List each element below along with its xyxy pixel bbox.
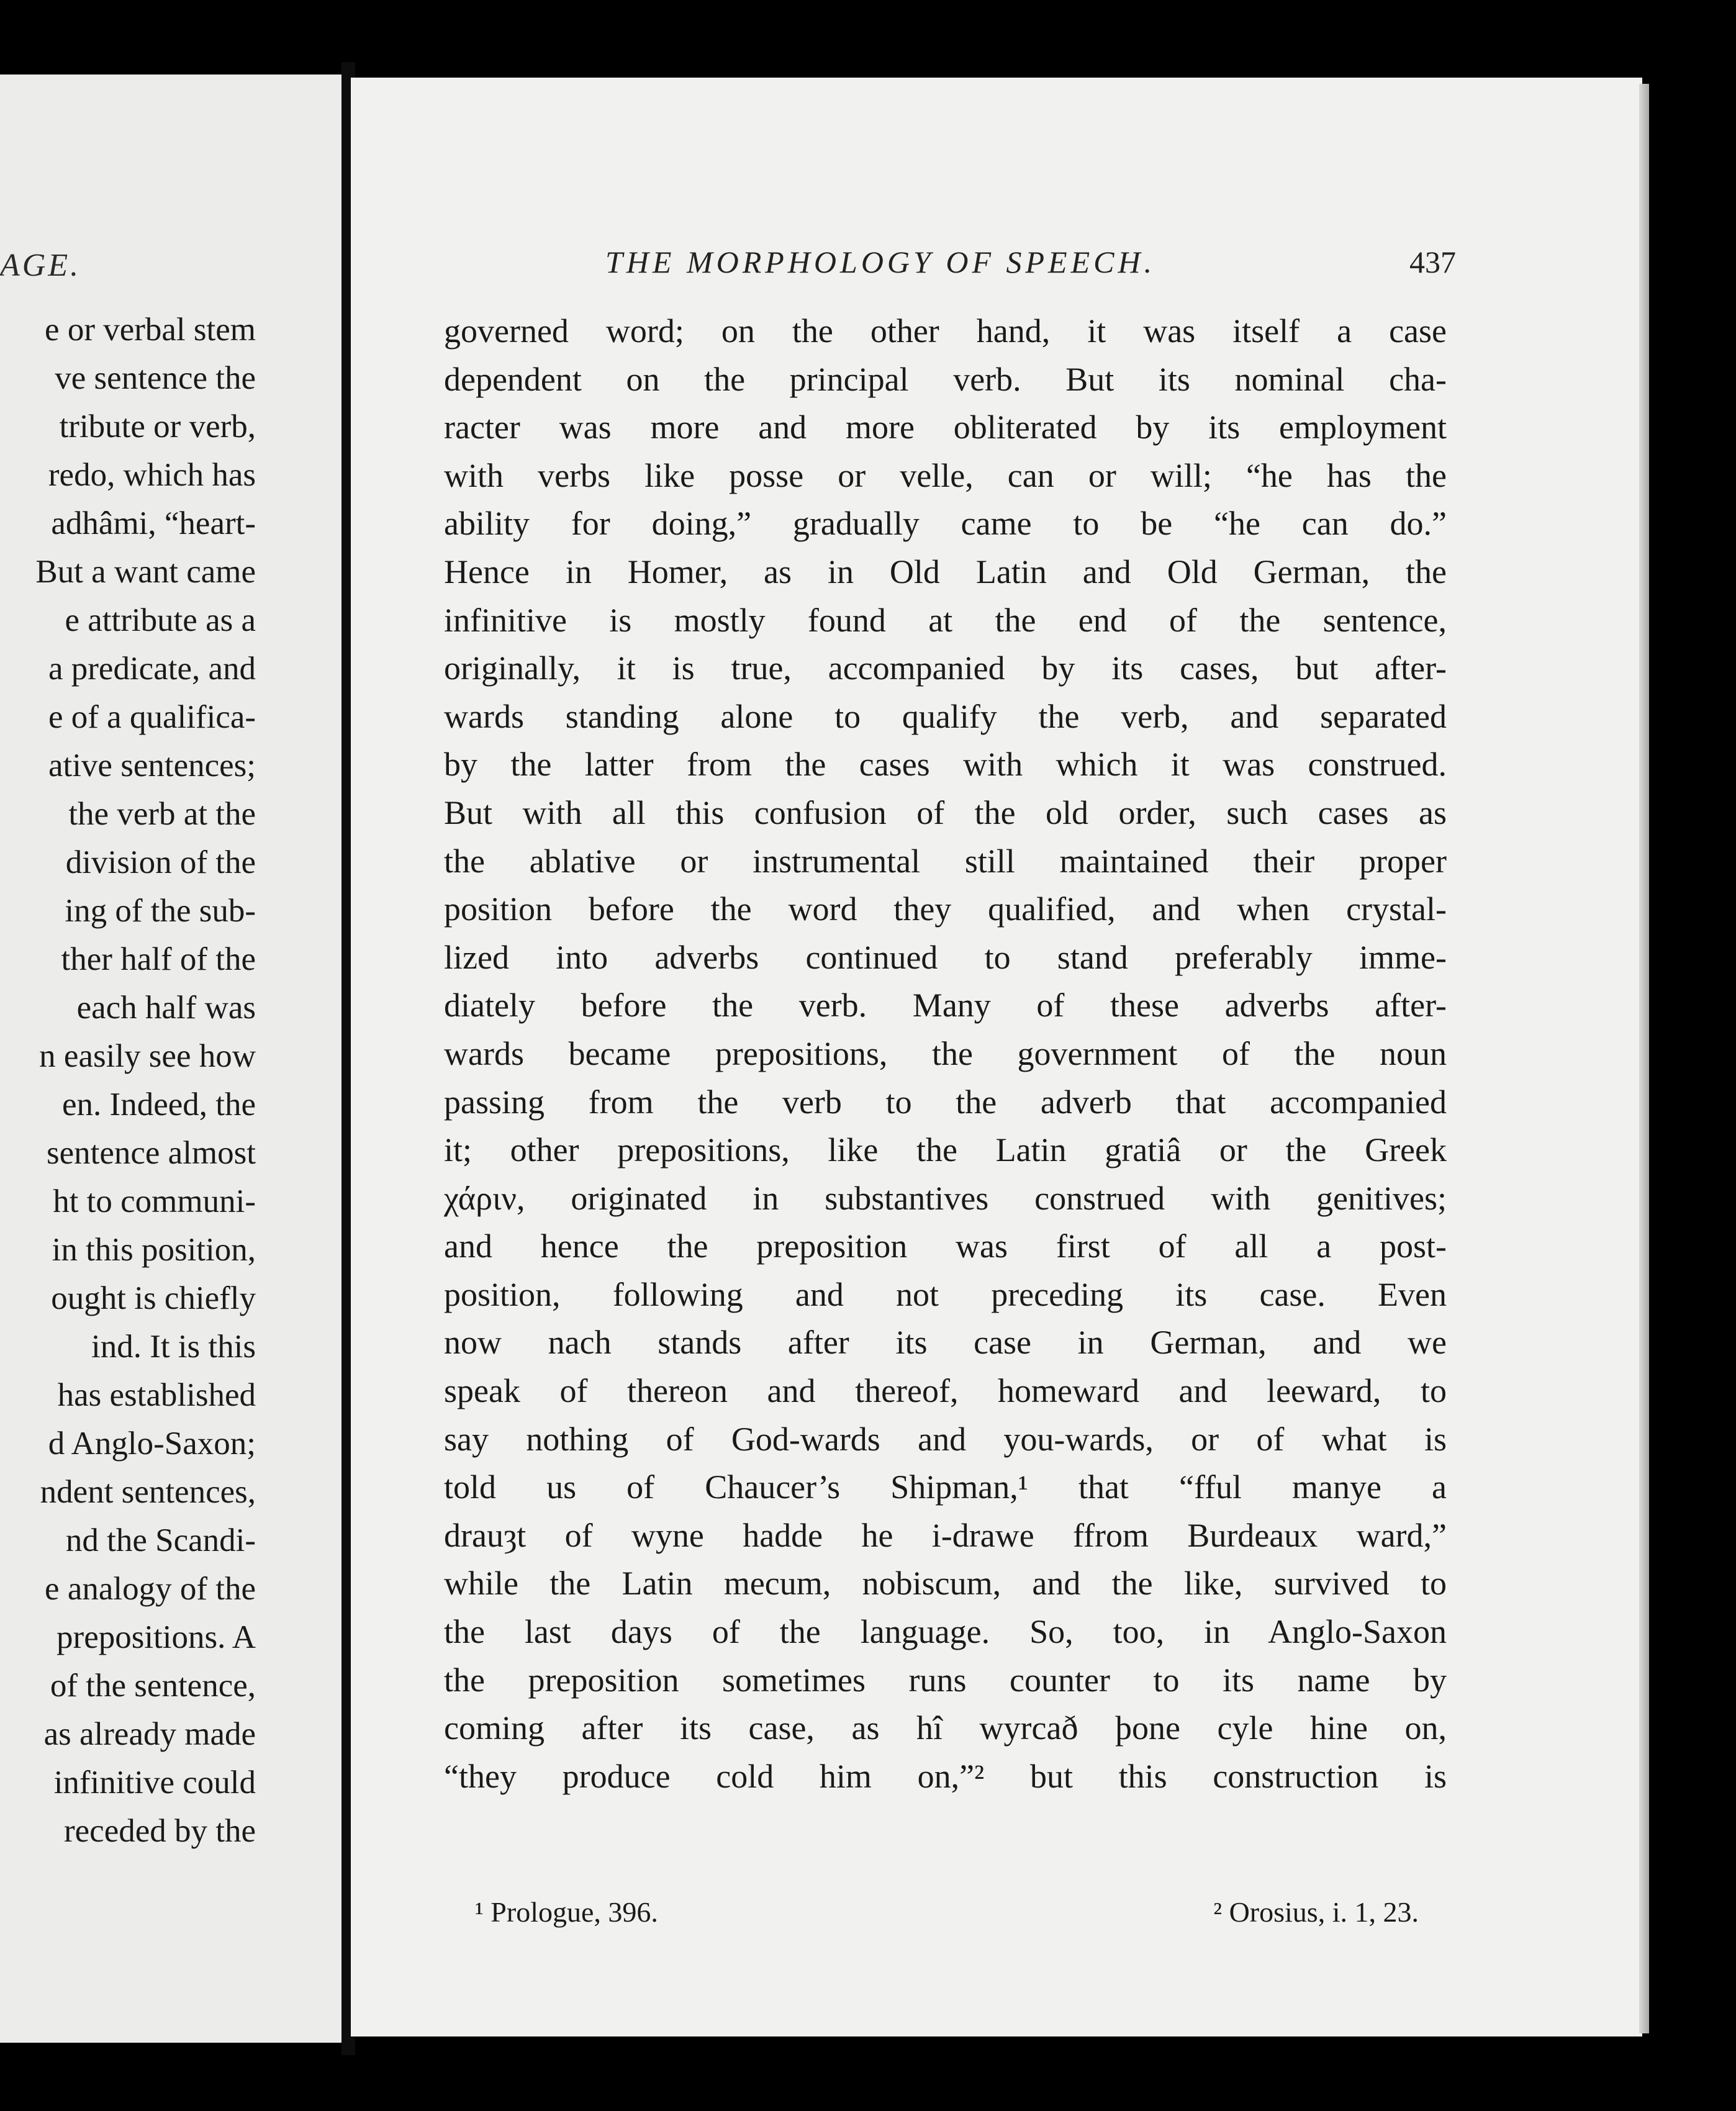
left-text-line: ndent sentences, [40,1474,256,1510]
body-text-line: position before the word they qualified, and when crystal- [444,890,1447,928]
body-text-line: now nach stands after its case in German, and we [444,1324,1447,1362]
body-text [444,307,1447,1801]
footnote-2: ² Orosius, i. 1, 23. [1213,1896,1419,1928]
left-text-line: d Anglo-Saxon; [48,1426,256,1462]
left-text-line: en. Indeed, the [62,1087,256,1123]
body-text-line: drauȝt of wyne hadde he i-drawe ffrom Burdeaux ward,” [444,1516,1447,1554]
body-text-line: infinitive is mostly found at the end of the sentence, [444,601,1447,639]
body-text-line: wards standing alone to qualify the verb, and separated [444,697,1447,735]
left-text-line: e of a qualifica- [48,699,256,735]
right-page [351,78,1642,2036]
body-text-line: while the Latin mecum, nobiscum, and the like, survived to [444,1565,1447,1602]
body-text-line: lized into adverbs continued to stand preferably imme- [444,938,1447,976]
left-page-text [0,305,256,1855]
left-text-line: e analogy of the [45,1571,256,1607]
body-text-line: χάριν, originated in substantives construed with genitives; [444,1179,1447,1217]
body-text-line: position, following and not preceding its case. Even [444,1275,1447,1313]
left-text-line: n easily see how [39,1038,256,1074]
body-text-line: it; other prepositions, like the Latin gratiâ or the Greek [444,1131,1447,1169]
body-text-line: diately before the verb. Many of these adverbs after- [444,987,1447,1024]
body-text-line: the ablative or instrumental still maintained their proper [444,842,1447,880]
body-text-line: dependent on the principal verb. But its nominal cha- [444,360,1447,398]
left-text-line: e attribute as a [65,602,256,638]
left-text-line: ht to communi- [53,1183,256,1219]
body-text-line: Hence in Homer, as in Old Latin and Old German, the [444,553,1447,590]
left-text-line: tribute or verb, [59,409,256,445]
body-text-line: the preposition sometimes runs counter to its name by [444,1661,1447,1699]
left-text-line: But a want came [35,554,256,590]
left-text-line: infinitive could [53,1765,256,1801]
left-text-line: ative sentences; [48,748,256,784]
left-running-head: AGE. [0,248,81,283]
footnotes [475,1896,1419,1928]
body-text-line: speak of thereon and thereof, homeward and leeward, to [444,1372,1447,1410]
left-text-line: ve sentence the [55,360,256,396]
left-text-line: e or verbal stem [45,312,256,348]
left-text-line: each half was [76,990,256,1026]
left-text-line: division of the [65,844,256,880]
left-text-line: sentence almost [46,1135,256,1171]
page-number: 437 [1409,245,1456,279]
left-text-line: ing of the sub- [65,893,256,929]
left-text-line: has established [57,1377,256,1413]
body-text-line: told us of Chaucer’s Shipman,¹ that “fful manye a [444,1468,1447,1506]
body-text-line: governed word; on the other hand, it was itself a case [444,312,1447,350]
body-text-line: racter was more and more obliterated by its employment [444,409,1447,446]
body-text-line: ability for doing,” gradually came to be “he can do.” [444,505,1447,543]
left-text-line: ought is chiefly [51,1280,256,1316]
left-text-line: redo, which has [48,457,256,493]
left-text-line: of the sentence, [50,1668,256,1704]
running-title: THE MORPHOLOGY OF SPEECH. [605,245,1156,279]
left-text-line: adhâmi, “heart- [51,505,256,541]
body-text-line: say nothing of God-wards and you-wards, or of what is [444,1420,1447,1458]
body-text-line: But with all this confusion of the old order, such cases as [444,793,1447,831]
body-text-line: “they produce cold him on,”² but this construction is [444,1757,1447,1795]
left-text-line: ind. It is this [91,1329,256,1365]
body-text-line: with verbs like posse or velle, can or will; “he has the [444,456,1447,494]
left-text-line: as already made [43,1716,256,1752]
footnote-1: ¹ Prologue, 396. [475,1896,658,1928]
left-text-line: the verb at the [68,796,256,832]
body-text-line: originally, it is true, accompanied by its cases, but after- [444,649,1447,687]
left-text-line: ther half of the [61,941,256,977]
body-text-line: passing from the verb to the adverb that accompanied [444,1083,1447,1121]
running-head [605,244,1456,280]
body-text-line: by the latter from the cases with which it was construed. [444,746,1447,784]
page-edge [1639,84,1649,2033]
left-page [0,75,341,2043]
left-text-line: in this position, [52,1232,256,1268]
body-text-line: coming after its case, as hî wyrcað þone cyle hine on, [444,1709,1447,1747]
body-text-line: the last days of the language. So, too, in Anglo-Saxon [444,1613,1447,1651]
left-text-line: prepositions. A [57,1619,256,1655]
body-text-line: wards became prepositions, the government of the noun [444,1034,1447,1072]
left-text-line: receded by the [64,1813,256,1849]
body-text-line: and hence the preposition was first of all a post- [444,1227,1447,1265]
left-text-line: nd the Scandi- [65,1522,256,1558]
left-text-line: a predicate, and [48,651,256,687]
